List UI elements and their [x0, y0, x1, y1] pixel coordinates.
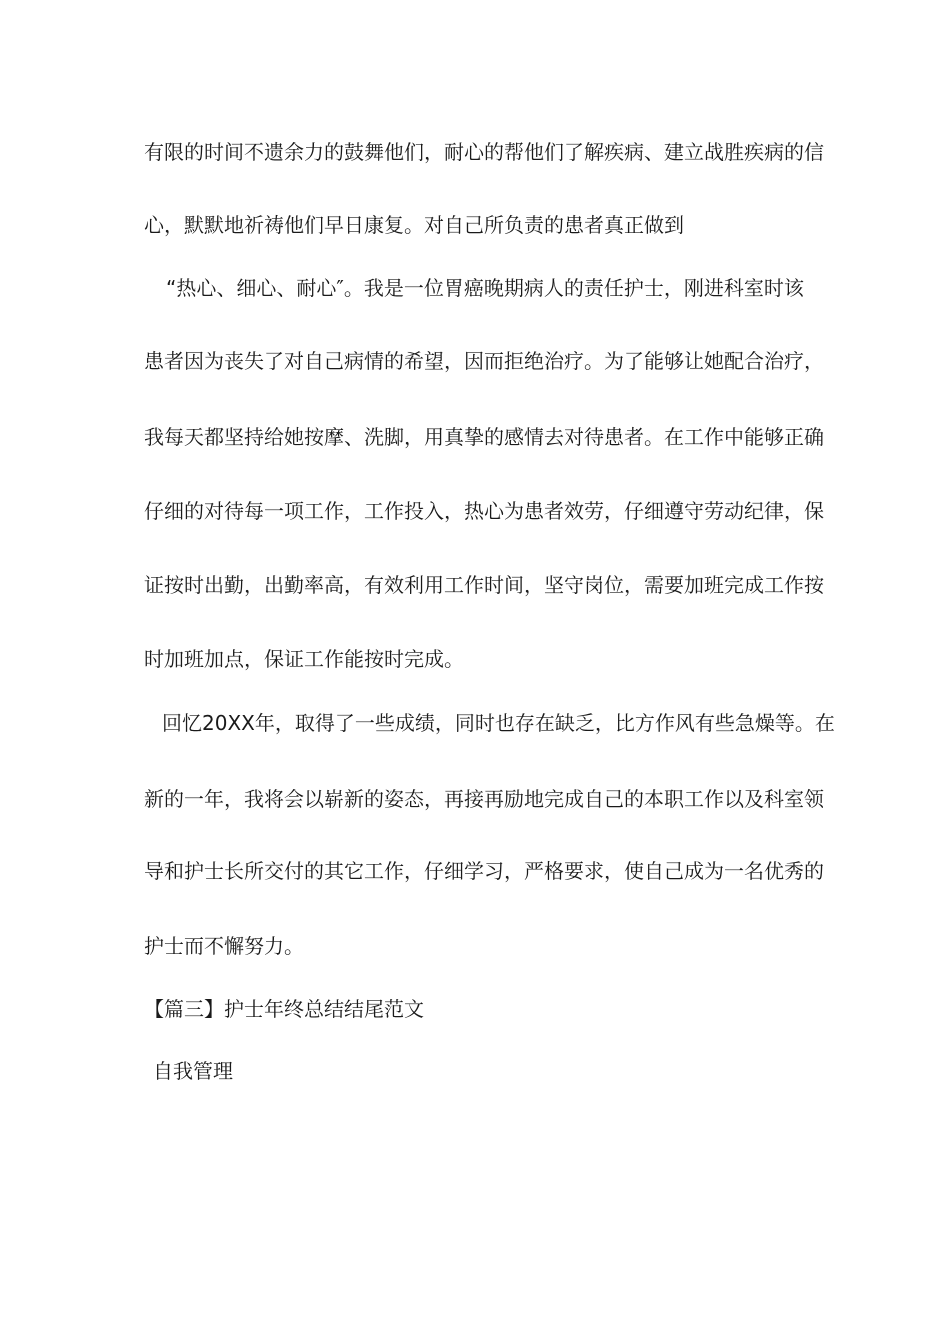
paragraph-line: 导和护士长所交付的其它工作，仔细学习，严格要求，使自己成为一名优秀的: [144, 859, 824, 883]
paragraph-line: 心，默默地祈祷他们早日康复。对自己所负责的患者真正做到: [144, 213, 684, 237]
section-heading: 【篇三】护士年终总结结尾范文: [144, 997, 424, 1021]
paragraph-line: “热心、细心、耐心″。我是一位胃癌晚期病人的责任护士，刚进科室时该: [166, 276, 804, 300]
paragraph-line: 有限的时间不遗余力的鼓舞他们，耐心的帮他们了解疾病、建立战胜疾病的信: [144, 140, 824, 164]
paragraph-line: 新的一年，我将会以崭新的姿态，再接再励地完成自己的本职工作以及科室领: [144, 787, 824, 811]
subheading: 自我管理: [153, 1059, 233, 1083]
paragraph-line: 仔细的对待每一项工作，工作投入，热心为患者效劳，仔细遵守劳动纪律，保: [144, 499, 824, 523]
paragraph-line: 时加班加点，保证工作能按时完成。: [144, 647, 464, 671]
paragraph-line: 证按时出勤，出勤率高，有效利用工作时间，坚守岗位，需要加班完成工作按: [144, 573, 824, 597]
paragraph-line: 患者因为丧失了对自己病情的希望，因而拒绝治疗。为了能够让她配合治疗，: [144, 349, 824, 373]
paragraph-line: 我每天都坚持给她按摩、洗脚，用真挚的感情去对待患者。在工作中能够正确: [144, 425, 824, 449]
paragraph-line: 回忆20XX年，取得了一些成绩，同时也存在缺乏，比方作风有些急燥等。在: [162, 711, 835, 735]
paragraph-line: 护士而不懈努力。: [144, 934, 304, 958]
